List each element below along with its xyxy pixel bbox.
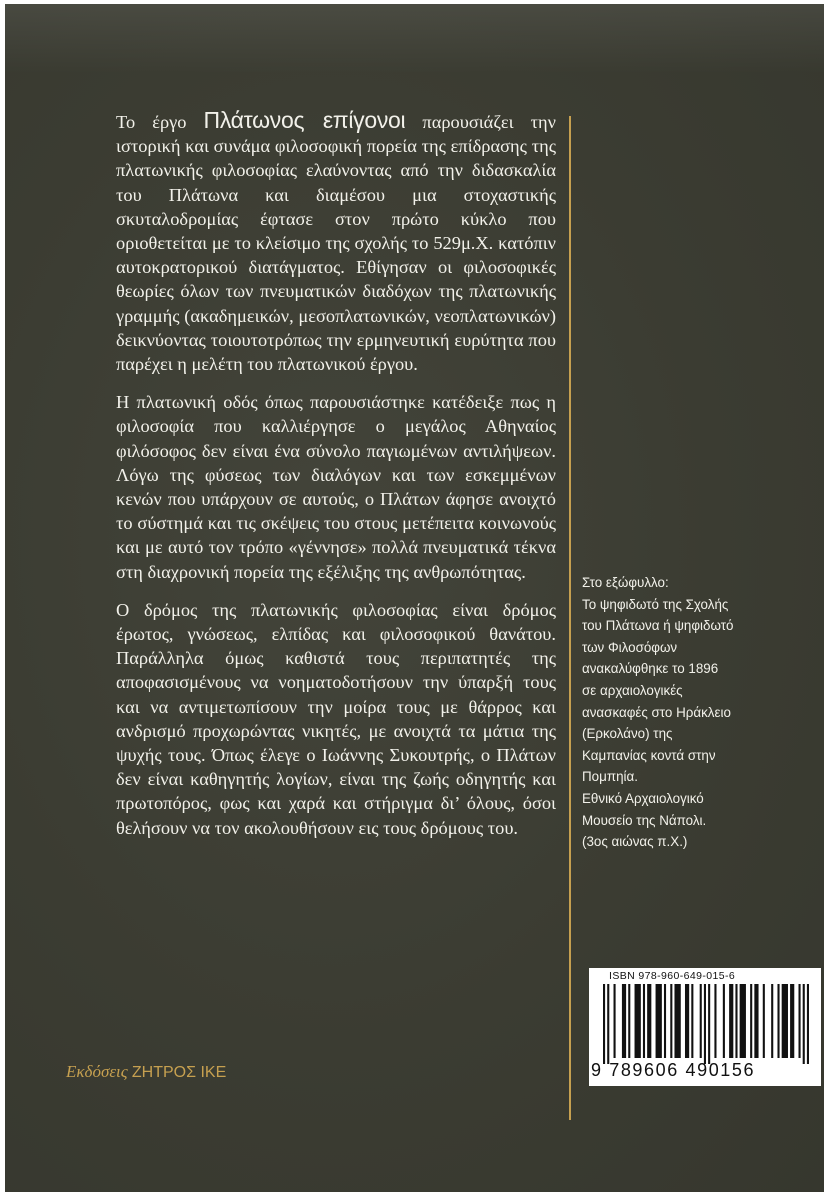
barcode-bar — [622, 984, 626, 1058]
isbn-barcode — [589, 968, 821, 1086]
blurb-intro: Το έργο — [116, 112, 187, 132]
caption-line: του Πλάτωνα ή ψηφιδωτό — [582, 618, 734, 634]
caption-line: ανακαλύφθηκε το 1896 — [582, 661, 719, 677]
barcode-bar — [735, 984, 737, 1058]
caption-line: Πομπηία. — [582, 769, 638, 785]
blurb-paragraph-1-rest: παρουσιάζει την ιστορική και συνάμα φιλοσοφική πορεία της επίδρασης της πλατωνικής φιλοσοφίας ελαύνοντας από την διδασκαλία του Πλάτωνα και διαμέσου μια στοχαστικής σκυταλοδρομίας έφτασε στον πρώτο κύκλο που οριοθετείται με το κλείσιμο της σχολής το 529μ.Χ. κατόπιν αυτοκρατορικού διατάγματος. Εθίγησαν οι φιλοσοφικές θεωρίες όλων των πνευματικών διαδόχων της πλατωνικής γραμμής (ακαδημεικών, μεσοπλατωνικών, νεοπλατωνικών) δεικνύοντας τοιουτοτρόπως την ερμηνευτική ευρύτητα που παρέχει η μελέτη του πλατωνικού έργου. — [116, 112, 556, 375]
barcode-bar — [664, 984, 666, 1058]
barcode-bar — [714, 984, 716, 1058]
publisher-imprint — [66, 1062, 226, 1082]
blurb-text — [116, 108, 556, 854]
barcode-bars — [603, 984, 809, 1064]
gold-divider-line — [569, 116, 571, 1120]
barcode-bar — [790, 984, 794, 1058]
barcode-bar — [708, 984, 710, 1064]
barcode-bar — [614, 984, 616, 1058]
barcode-bar — [740, 984, 746, 1058]
barcode-bar — [674, 984, 680, 1058]
caption-line: Καμπανίας κοντά στην — [582, 747, 716, 763]
publisher-name: ΖΗΤΡΟΣ ΙΚΕ — [131, 1064, 227, 1081]
barcode-bar — [750, 984, 752, 1058]
barcode-bar — [691, 984, 693, 1058]
barcode-bar — [763, 984, 765, 1058]
barcode-bar — [803, 984, 805, 1064]
barcode-bar — [807, 984, 809, 1064]
caption-line: Το ψηφιδωτό της Σχολής — [582, 596, 729, 612]
barcode-bar — [647, 984, 651, 1058]
barcode-bar — [782, 984, 788, 1058]
barcode-bar — [685, 984, 689, 1058]
caption-line: (3ος αιώνας π.Χ.) — [582, 834, 688, 850]
barcode-bar — [607, 984, 609, 1064]
caption-line: Εθνικό Αρχαιολογικό — [582, 790, 704, 806]
blurb-paragraph-3: Ο δρόμος της πλατωνικής φιλοσοφίας είναι δρόμος έρωτος, γνώσεως, ελπίδας και φιλοσοφικού θανάτου. Παράλληλα όμως καθιστά τους περιπατητές της αποφασισμένους να νοηματοδοτήσουν την ύπαρξή τους και να αντιμετωπίσουν την μοίρα τους με θάρρος και ανδρισμό προχωρώντας νικητές, με ανοιχτά τα μάτια της ψυχής τους. Όπως έλεγε ο Ιωάννης Συκουτρής, ο Πλάτων δεν είναι καθηγητής λογίων, είναι της ζωής οδηγητής και πρωτοπόρος, φως και χαρά και στήριγμα δι’ όλους, όσοι θελήσουν να τον ακολουθήσουν εις τους δρόμους του. — [116, 599, 556, 838]
caption-line: Στο εξώφυλλο: — [582, 575, 669, 590]
barcode-bar — [643, 984, 645, 1058]
barcode-bar — [700, 984, 702, 1058]
book-title: Πλάτωνος επίγονοι — [203, 107, 406, 133]
barcode-bar — [777, 984, 779, 1058]
barcode-bar — [729, 984, 733, 1058]
caption-line: Μουσείο της Νάπολι. — [582, 812, 707, 828]
publisher-prefix: Εκδόσεις — [66, 1062, 128, 1081]
caption-line: των Φιλοσόφων — [582, 639, 678, 655]
cover-image-caption — [582, 572, 802, 853]
caption-line: σε αρχαιολογικές — [582, 682, 683, 698]
blurb-paragraph-1 — [116, 108, 556, 376]
barcode-bar — [798, 984, 800, 1058]
barcode-bar — [670, 984, 672, 1058]
barcode-bar — [656, 984, 662, 1058]
barcode-bar — [771, 984, 773, 1058]
blurb-paragraph-2: Η πλατωνική οδός όπως παρουσιάστηκε κατέδειξε πως η φιλοσοφία που καλλιέργησε ο μεγάλος Αθηναίος φιλόσοφος δεν είναι ένα σύνολο παγιωμένων αντιλήψεων. Λόγω της φύσεως των διαλόγων και των εσκεμμένων κενών που υπάρχουν σε αυτούς, ο Πλάτων άφησε ανοιχτό το σύστημά και τις σκέψεις του στους μετέπειτα κοινωνούς και με αυτό τον τρόπο «γέννησε» πολλά πνευματικά τέκνα στη διαχρονική πορεία της εξέλιξης της ανθρωπότητας. — [116, 392, 556, 582]
barcode-bar — [754, 984, 758, 1058]
isbn-label: ISBN 978-960-649-015-6 — [609, 970, 736, 982]
cover-gloss — [5, 4, 824, 74]
barcode-bar — [603, 984, 605, 1064]
barcode-bar — [704, 984, 706, 1064]
barcode-bar — [628, 984, 630, 1058]
barcode-digits: 9 789606 490156 — [591, 1060, 756, 1080]
barcode-bar — [635, 984, 641, 1058]
caption-line: ανασκαφές στο Ηράκλειο — [582, 704, 731, 720]
caption-line: (Ερκολάνο) της — [582, 726, 673, 742]
barcode-bar — [723, 984, 725, 1058]
